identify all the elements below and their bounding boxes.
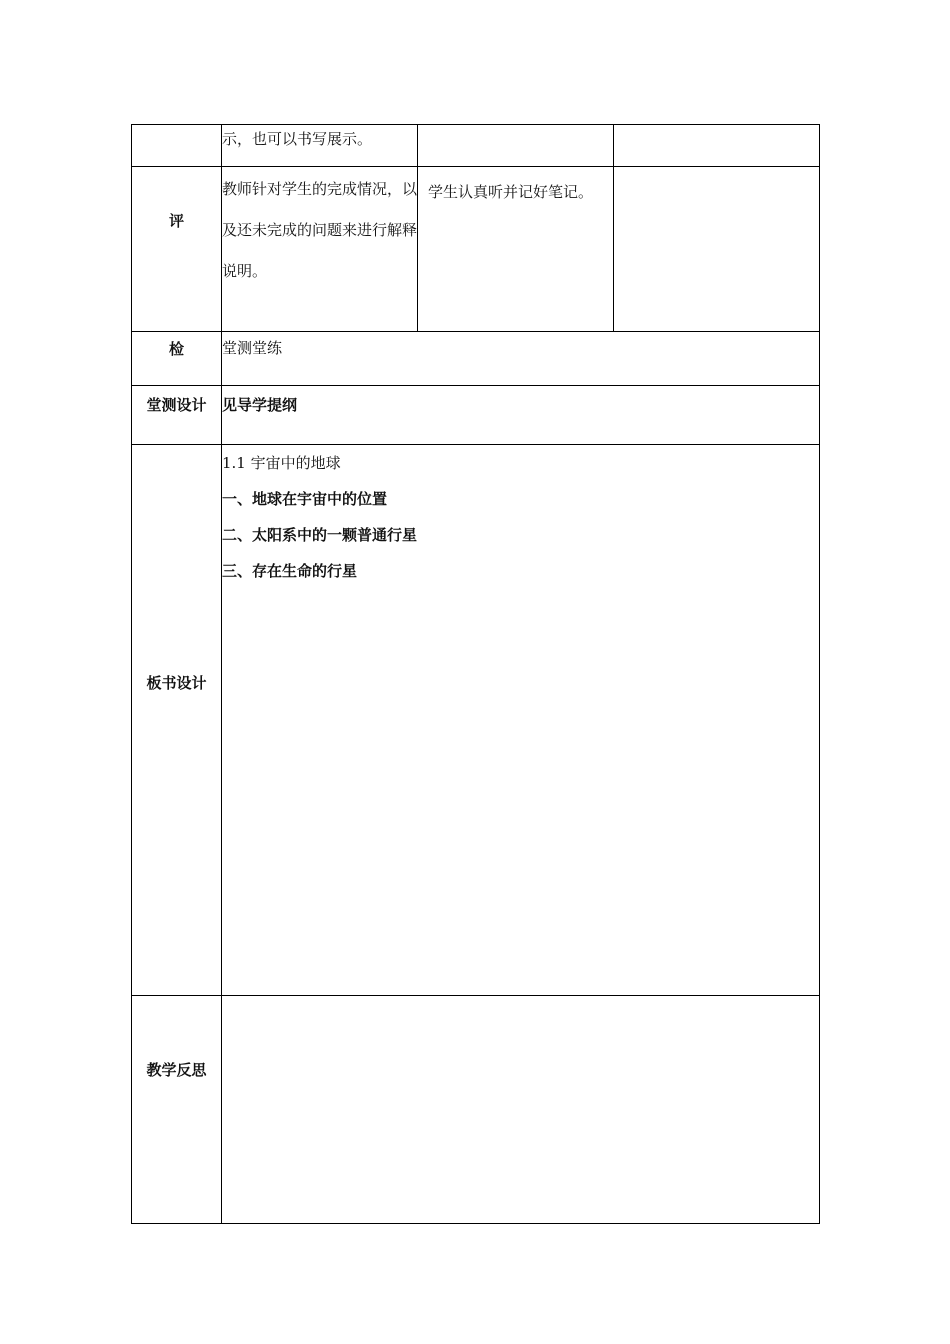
- row-label-test-design: 堂测设计: [132, 386, 222, 445]
- teacher-activity-cell: 示，也可以书写展示。: [222, 125, 418, 167]
- notes-cell: [614, 125, 820, 167]
- table-row-board-design: [132, 445, 820, 996]
- table-row-review: [132, 167, 820, 332]
- reflection-content-cell: [222, 996, 820, 1224]
- row-label-reflection: 教学反思: [132, 996, 222, 1224]
- check-content-cell: 堂测堂练: [222, 332, 820, 386]
- lesson-plan-table: [131, 124, 820, 1224]
- table-row-check: [132, 332, 820, 386]
- board-line-3: 三、存在生命的行星: [222, 562, 358, 580]
- table-row-reflection: [132, 996, 820, 1224]
- board-design-content-cell: [222, 445, 820, 996]
- row-label-review: 评: [132, 167, 222, 332]
- board-title: 1.1 宇宙中的地球: [222, 454, 341, 472]
- row-label-empty: [132, 125, 222, 167]
- board-line-2: 二、太阳系中的一颗普通行星: [222, 526, 418, 544]
- table-row-test-design: [132, 386, 820, 445]
- teacher-activity-cell: 教师针对学生的完成情况，以及还未完成的问题来进行解释说明。: [222, 167, 418, 332]
- student-activity-cell: [418, 125, 614, 167]
- student-activity-cell: 学生认真听并记好笔记。: [418, 167, 614, 332]
- test-design-content-cell: 见导学提纲: [222, 386, 820, 445]
- row-label-board-design: 板书设计: [132, 445, 222, 996]
- notes-cell: [614, 167, 820, 332]
- table-row-continued: [132, 125, 820, 167]
- row-label-check: 检: [132, 332, 222, 386]
- board-line-1: 一、地球在宇宙中的位置: [222, 490, 388, 508]
